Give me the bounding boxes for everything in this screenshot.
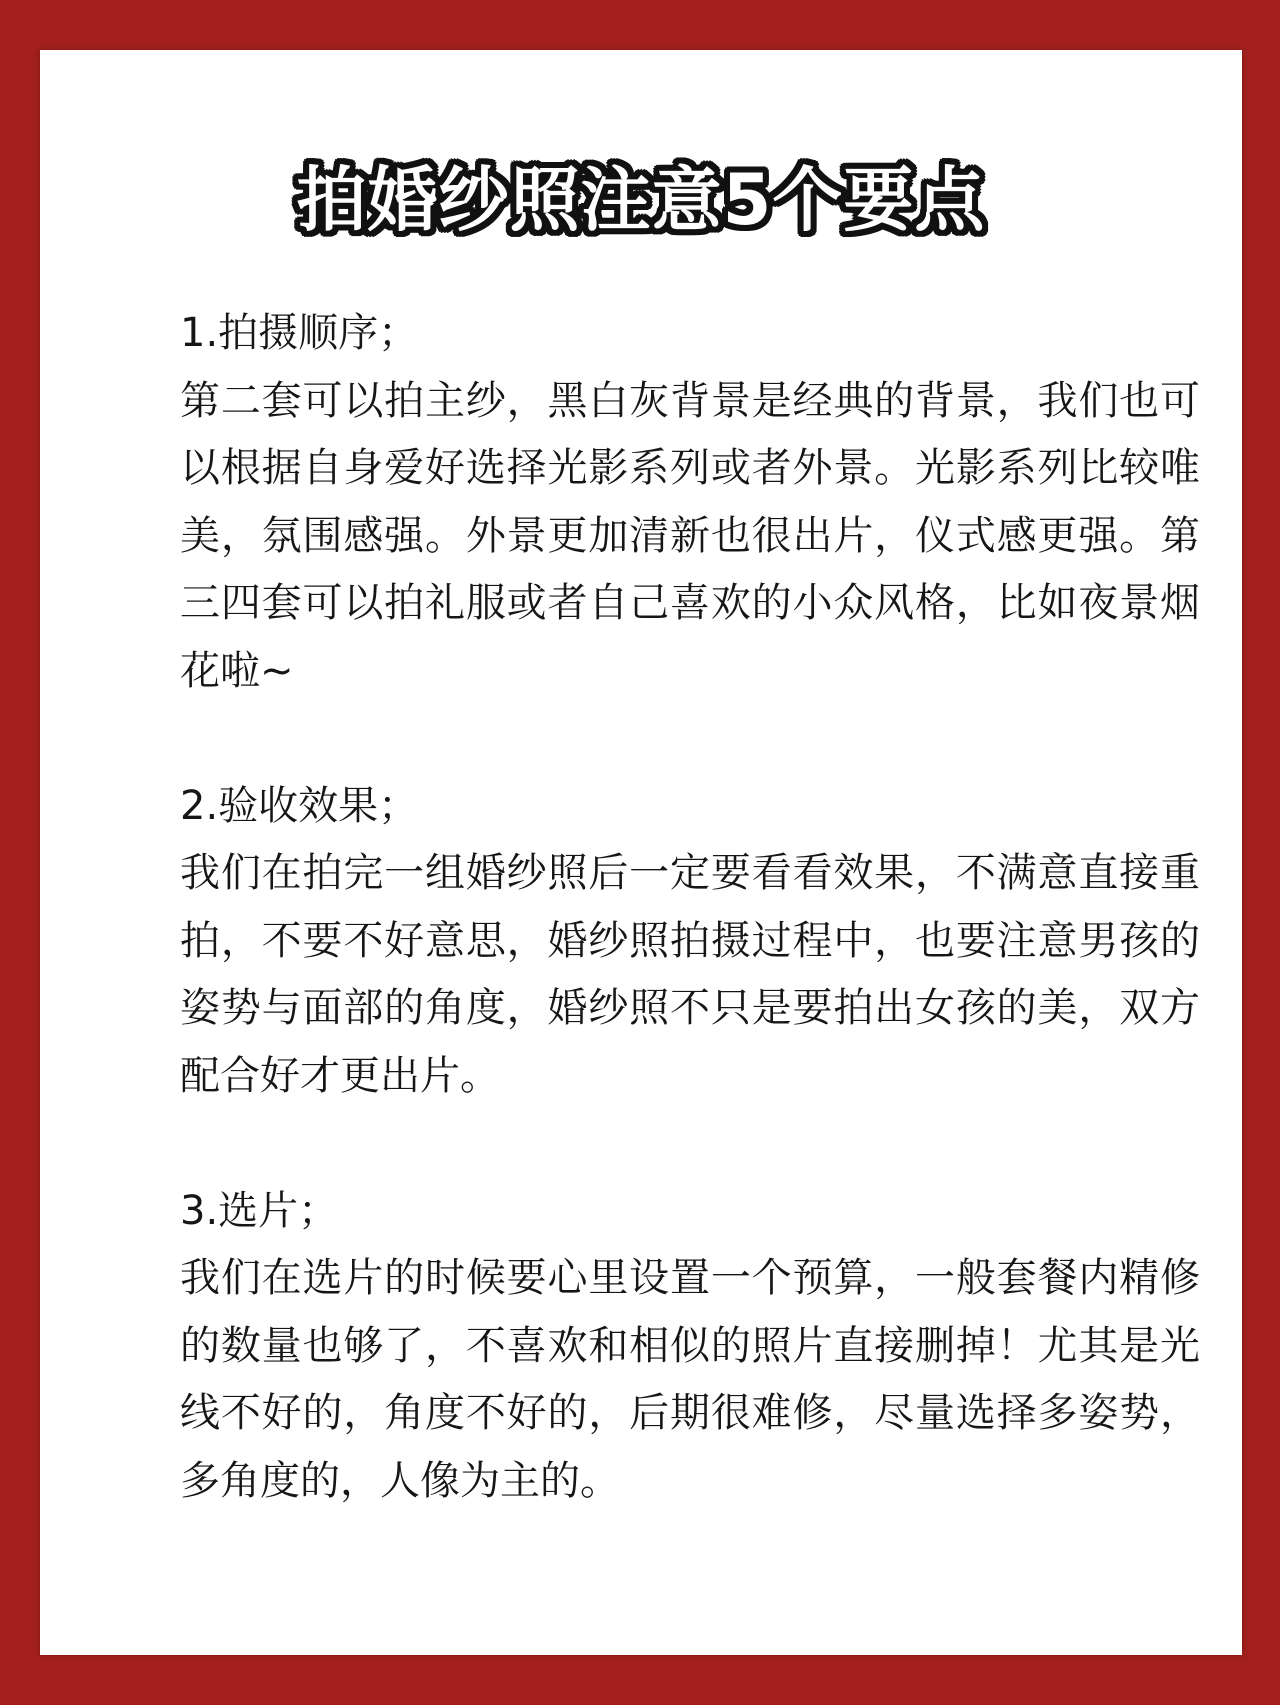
tip-body: 第二套可以拍主纱，黑白灰背景是经典的背景，我们也可以根据自身爱好选择光影系列或者外景。光影系列比较唯美，氛围感强。外景更加清新也很出片，仪式感更强。第三四套可以拍礼服或者自己喜欢的小众风格，比如夜景烟花啦~ [180,377,1200,694]
tip-section-2 [180,773,1200,1111]
tip-heading: 3.选片； [180,1187,339,1234]
tips-content [180,300,1200,1583]
tip-heading: 1.拍摄顺序； [180,310,419,356]
content-card [40,50,1242,1655]
tip-body: 我们在拍完一组婚纱照后一定要看看效果，不满意直接重拍，不要不好意思，婚纱照拍摄过程中，也要注意男孩的姿势与面部的角度，婚纱照不只是要拍出女孩的美，双方配合好才更出片。 [180,850,1200,1099]
tip-section-3 [180,1178,1200,1516]
tip-section-1 [180,300,1200,705]
title-bar [40,158,1242,242]
tip-body: 我们在选片的时候要心里设置一个预算，一般套餐内精修的数量也够了，不喜欢和相似的照片直接删掉！尤其是光线不好的，角度不好的，后期很难修，尽量选择多姿势，多角度的，人像为主的。 [180,1255,1200,1504]
tip-heading: 2.验收效果； [180,782,419,829]
page-title: 拍婚纱照注意5个要点 [296,159,986,241]
